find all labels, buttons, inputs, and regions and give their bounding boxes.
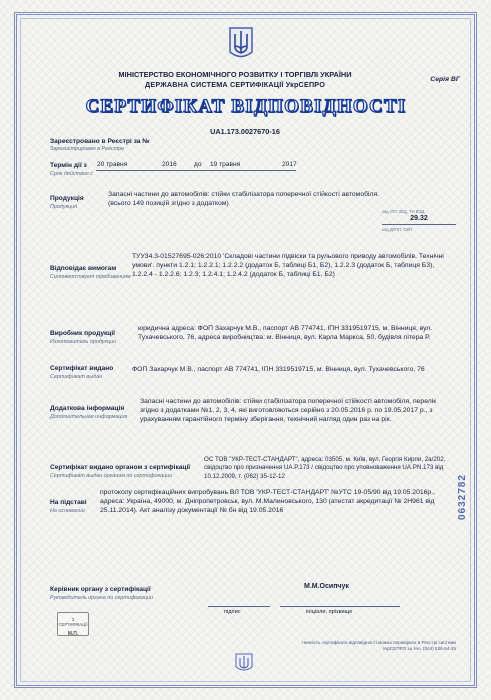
validity-from: 20 травня [97,161,128,168]
issued-to-label-sub: Сертификат выдан [50,374,103,380]
serial-number: 0632782 [457,474,468,520]
product-label: Продукція [50,195,84,202]
issued-to-label: Сертифікат видано [50,365,114,372]
additional-label: Додаткова інформація [50,405,125,412]
registration-label: Зареєстровано в Реєстрі за № [50,138,150,145]
validity-label: Термін дії з [50,162,87,169]
registration-label-sub: Зарегистрирован в Реестре [50,146,125,152]
sig-caption: підпис [224,609,241,615]
additional-text: Запасні частини до автомобілів: стійки стабілізатора поперечної стійкості автомобіля, перелік згідно з додатками №1, 2, 3, 4, які виготовляються серійно з 20.05.2016 р. по 19.05.2017 р., з урахуванням гарантійного терміну зберігання, технічний нагляд один раз на рік. [140,398,437,423]
basis-label-sub: На основании [50,508,85,514]
body-text: ОС ТОВ "УКР-ТЕСТ-СТАНДАРТ", адреса: 03505, м. Київ, вул. Георгія Кирпи, 2а/202, свідоцтво про призначення UA.P.173 / свідоцтво про уповноваження UA.PN.173 від 10.12.2009, т. (062) 35-12-12 [204,456,446,480]
product-text: Запасні частини до автомобілів: стійки стабілізатора поперечної стійкості автомобіля. (всього 149 позицій згідно з додатком) [108,191,380,207]
product-label-sub: Продукция [50,204,78,210]
manufacturer-label: Виробник продукції [50,330,116,337]
body-label-sub: Сертификат выдан органом по сертификации [50,473,173,479]
body-label: Сертифікат видано органом з сертифікації [50,464,191,471]
name-line [280,606,400,607]
requirements-label: Відповідає вимогам [50,265,117,272]
validity-underline [96,170,296,171]
footer-note: Чинність сертифіката відповідності можна перевірити в Реєстрі системи УкрСЕПРО за тел. (044) 526-54-35 [301,640,456,651]
code-label: код УКТ ЗЕД, ТН ВЭД [382,209,425,214]
certificate-title: СЕРТИФІКАТ ВІДПОВІДНОСТІ [85,96,407,117]
trident-emblem-icon [227,24,255,64]
signature-label-sub: Руководитель органа по сертификации [50,595,154,601]
signature-label: Керівник органу з сертифікації [50,586,151,593]
validity-from-year: 2016 [162,161,177,168]
validity-to-year: 2017 [282,161,297,168]
registry-number: UA1.173.0027670-16 [210,127,280,136]
requirements-text: ТУУ34.3-01527695-026:2010 'Складові частини підвіски та рульового приводу автомобілів. Технічні умови'. пункти 1.2.1; 1.2.2.1; 1.2.2.2 (додаток Б, таблиці Б1, Б2), 1.2.2.3 (додаток Б, таблиця Б3), 1.2.2.4 - 1.2.2.6; 1.2.3; 1.2.4.1; 1.2.4.2 (додаток Б, таблиці Б1, Б2) [132,253,444,278]
issued-to-text: ФОП Захарчук М.В., паспорт АВ 774741, ІПН 3319519715, м. Вінниця, вул. Тухачевського, 76 [132,366,425,373]
validity-to-word: до [194,161,202,168]
code-value: 29.32 [410,215,428,222]
seal-mp: М.П. [67,631,79,637]
signer-name: М.М.Осипчук [304,583,349,590]
additional-label-sub: Дополнительная информация [50,414,128,420]
bottom-emblem-icon [234,652,254,674]
requirements-label-sub: Соответствует требованиям [50,274,131,280]
dkpp-label: код ДКПП, ОКП [382,227,413,232]
stamp-seal [57,612,89,636]
series-label: Серія ВГ [430,76,460,83]
validity-to: 19 травня [210,161,241,168]
validity-label-sub: Срок действия с [50,171,93,177]
name-caption: ініціали, прізвище [306,609,353,615]
ministry-heading: МІНІСТЕРСТВО ЕКОНОМІЧНОГО РОЗВИТКУ І ТОРГІВЛІ УКРАЇНИ [118,70,352,79]
basis-text: протоколу сертифікаційних випробувань ВЛ ТОВ 'УКР-ТЕСТ-СТАНДАРТ' №УТС 19-05/90 від 19.05.2016р., адреса: Україна, 49000, м. Дніпропетровськ, вул. М.Малиновського, 130 (атестат акредитації № 2Н961 від 25.11.2014). Акт аналізу документації № бн від 19.05.2016 [100,489,435,514]
basis-label: На підставі [50,499,87,506]
code-underline [382,224,456,225]
manufacturer-label-sub: Изготовитель продукции [50,339,117,345]
system-heading: ДЕРЖАВНА СИСТЕМА СЕРТИФІКАЦІЇ УкрСЕПРО [145,80,325,89]
signature-line [208,606,270,607]
manufacturer-text: юридична адреса: ФОП Захарчук М.В., паспорт АВ 774741, ІПН 3319519715, м. Вінниця, вул. Тухачевського, 76, адреса виробництва: м. Вінниця, вул. Карла Маркса, 50, будівля літера Р. [138,325,433,341]
seal-text: З СЕРТИФІКАЦІЇ [58,617,88,627]
